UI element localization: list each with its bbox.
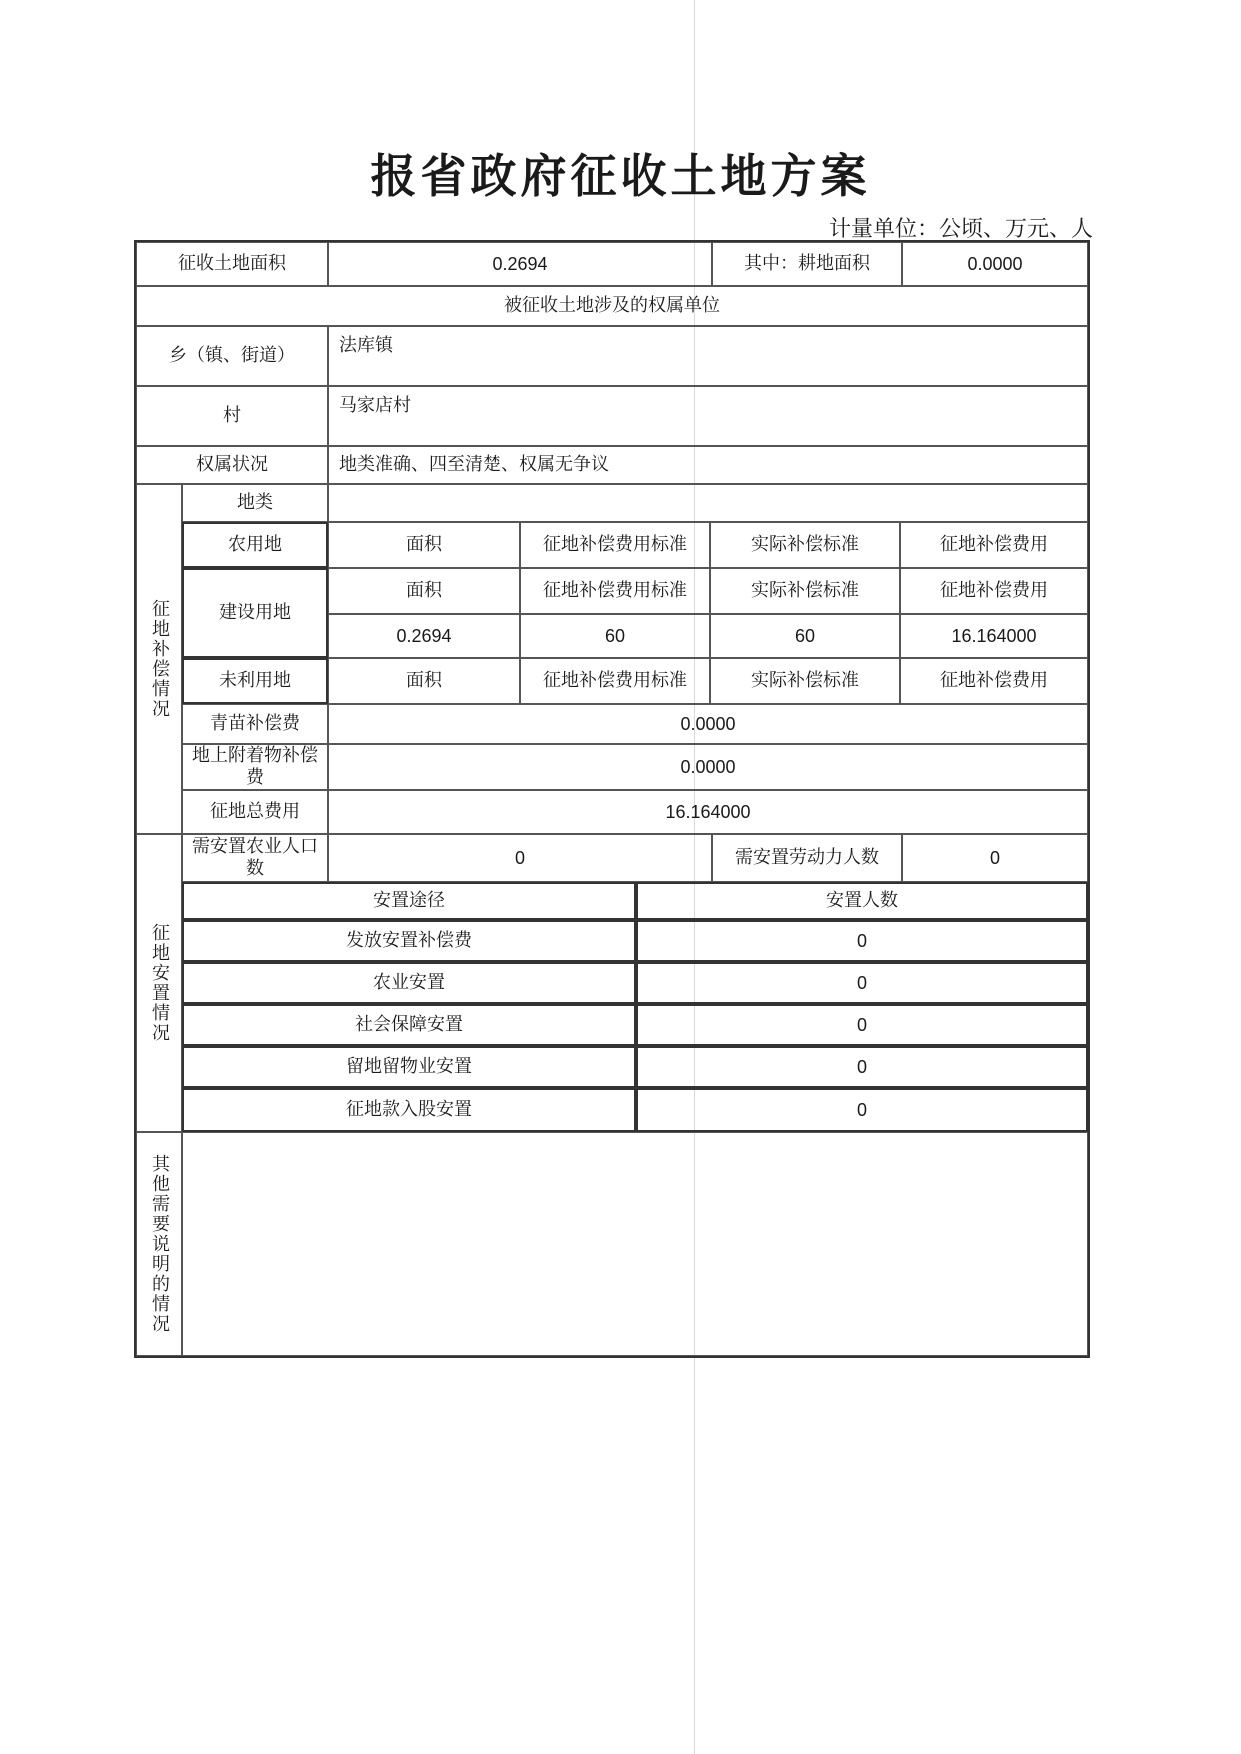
land-area-value: 0.2694	[328, 242, 712, 286]
compensation-section-label: 征地补偿情况	[136, 484, 182, 834]
attachment-label: 地上附着物补偿费	[182, 744, 328, 790]
labor-value: 0	[902, 834, 1088, 882]
unit-label: 计量单位：公顷、万元、人	[828, 217, 1093, 242]
ownership-status-value: 地类准确、四至清楚、权属无争议	[328, 446, 1088, 484]
cultivated-area-value: 0.0000	[902, 242, 1088, 286]
land-type-blank	[328, 484, 1088, 522]
resettle-count-row-3: 0	[636, 1004, 1088, 1046]
agri-pop-value: 0	[328, 834, 712, 882]
ownership-header: 被征收土地涉及的权属单位	[136, 286, 1088, 326]
village-label: 村	[136, 386, 328, 446]
resettle-way-row-5: 征地款入股安置	[182, 1088, 636, 1132]
ownership-status-label: 权属状况	[136, 446, 328, 484]
unused-col-area: 面积	[328, 658, 520, 704]
farmland-col-area: 面积	[328, 522, 520, 568]
construction-col-area: 面积	[328, 568, 520, 614]
construction-col-fee: 征地补偿费用	[900, 568, 1088, 614]
construction-col-actual: 实际补偿标准	[710, 568, 900, 614]
resettle-count-row-2: 0	[636, 962, 1088, 1004]
town-label: 乡（镇、街道）	[136, 326, 328, 386]
unused-land-label: 未利用地	[182, 658, 328, 704]
unused-col-standard: 征地补偿费用标准	[520, 658, 710, 704]
cultivated-area-label: 其中：耕地面积	[712, 242, 902, 286]
document-title: 报省政府征收土地方案	[370, 149, 871, 203]
resettle-count-row-5: 0	[636, 1088, 1088, 1132]
unused-col-actual: 实际补偿标准	[710, 658, 900, 704]
construction-actual-value: 60	[710, 614, 900, 658]
resettle-way-row-2: 农业安置	[182, 962, 636, 1004]
resettle-way-row-4: 留地留物业安置	[182, 1046, 636, 1088]
agri-pop-label: 需安置农业人口数	[182, 834, 328, 882]
farmland-col-standard: 征地补偿费用标准	[520, 522, 710, 568]
attachment-value: 0.0000	[328, 744, 1088, 790]
village-value: 马家店村	[328, 386, 1088, 446]
farmland-label: 农用地	[182, 522, 328, 568]
resettle-count-row-4: 0	[636, 1046, 1088, 1088]
construction-area-value: 0.2694	[328, 614, 520, 658]
land-acquisition-table	[134, 240, 1090, 1358]
construction-col-standard: 征地补偿费用标准	[520, 568, 710, 614]
town-value: 法库镇	[328, 326, 1088, 386]
other-notes-label: 其他需要说明的情况	[136, 1132, 182, 1356]
count-header: 安置人数	[636, 882, 1088, 920]
seedling-value: 0.0000	[328, 704, 1088, 744]
resettle-way-row-1: 发放安置补偿费	[182, 920, 636, 962]
way-header: 安置途径	[182, 882, 636, 920]
total-fee-label: 征地总费用	[182, 790, 328, 834]
resettle-count-row-1: 0	[636, 920, 1088, 962]
construction-fee-value: 16.164000	[900, 614, 1088, 658]
farmland-col-fee: 征地补偿费用	[900, 522, 1088, 568]
land-area-label: 征收土地面积	[136, 242, 328, 286]
construction-label: 建设用地	[182, 568, 328, 658]
resettle-way-row-3: 社会保障安置	[182, 1004, 636, 1046]
seedling-label: 青苗补偿费	[182, 704, 328, 744]
total-fee-value: 16.164000	[328, 790, 1088, 834]
unused-col-fee: 征地补偿费用	[900, 658, 1088, 704]
other-notes-value	[182, 1132, 1088, 1356]
resettlement-section-label: 征地安置情况	[136, 834, 182, 1132]
farmland-col-actual: 实际补偿标准	[710, 522, 900, 568]
construction-standard-value: 60	[520, 614, 710, 658]
land-type-label: 地类	[182, 484, 328, 522]
labor-label: 需安置劳动力人数	[712, 834, 902, 882]
